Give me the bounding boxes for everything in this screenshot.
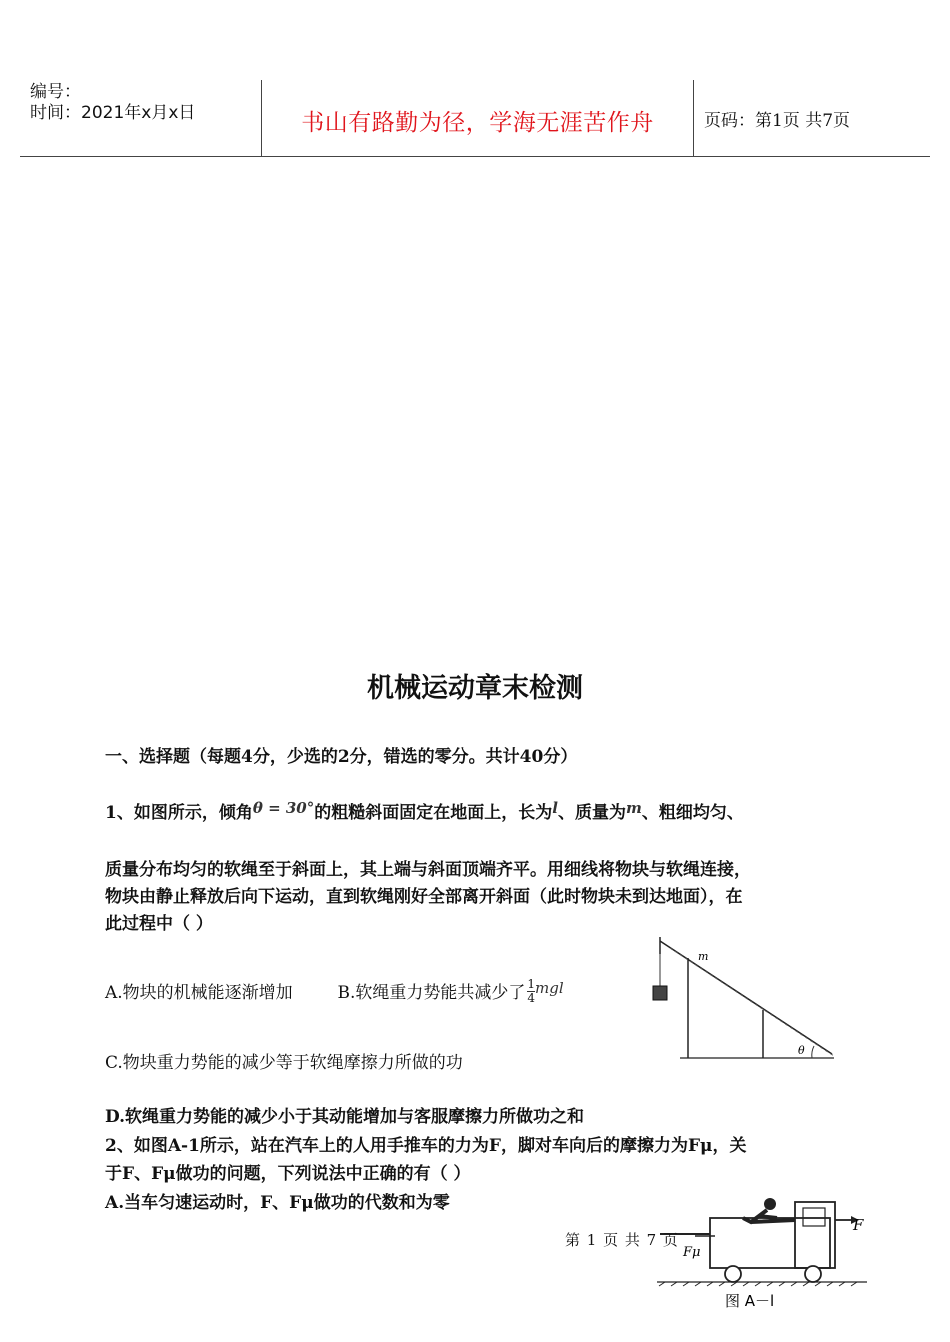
q1-text-4: 、粗细均匀、 [641,803,744,823]
fig-friction-label: Fμ [683,1245,701,1260]
page-info: 页码：第1页 共7页 [704,111,851,131]
page-footer: 第 1 页 共 7 页 [565,1231,679,1249]
header-table [20,80,930,156]
block-icon [653,986,667,1000]
question-2-line-1: 2、如图A-1所示，站在汽车上的人用手推车的力为F，脚对车向后的摩擦力为Fμ，关 [105,1136,747,1156]
person-head-icon [764,1198,776,1210]
wheel-icon [725,1266,741,1282]
theta-formula: θ = 30° [252,799,315,817]
fraction-one-quarter: $\frac{1}{4}$ [527,977,536,1005]
option-c: C.物块重力势能的减少等于软绳摩擦力所做的功 [105,1053,463,1073]
page-title: 机械运动章末检测 [367,673,583,704]
section-heading: 一、选择题（每题4分，少选的2分，错选的零分。共计40分） [105,747,578,767]
q1-text-1: 1、如图所示，倾角 [105,803,253,823]
wheel-icon [805,1266,821,1282]
fig-mass-label: m [698,950,709,963]
header-motto-cell [262,80,694,156]
incline-figure [650,936,835,1064]
question-2-line-2: 于F、Fμ做功的问题，下列说法中正确的有（ ） [105,1164,471,1184]
mgl-symbol: mgl [535,979,564,997]
fig-force-label: F [853,1216,864,1234]
header-left-cell [20,80,262,156]
time-label: 时间：2021年x月x日 [30,103,196,123]
motto: 书山有路勤为径，学海无涯苦作舟 [301,110,654,136]
fig-theta-label: θ [798,1044,805,1057]
option-d: D.软绳重力势能的减少小于其动能增加与客服摩擦力所做功之和 [105,1107,585,1127]
number-label: 编号： [30,82,81,102]
option-a: A.物块的机械能逐渐增加 [105,983,293,1003]
q1-text-2: 的粗糙斜面固定在地面上，长为 [314,803,553,823]
q1-text-3: 、质量为 [557,803,626,823]
question-1-line-4: 此过程中（ ） [105,914,213,934]
fig-caption: 图 A－l [725,1292,775,1310]
option-b: B.软绳重力势能共减少了 [337,983,526,1003]
question-2-option-a: A.当车匀速运动时，F、Fμ做功的代数和为零 [105,1193,450,1213]
question-1-options-ab [105,978,564,1005]
length-symbol: l [552,799,558,817]
mass-symbol: m [625,799,642,817]
car-figure [655,1192,870,1310]
question-1-line-2: 质量分布均匀的软绳至于斜面上，其上端与斜面顶端齐平。用细线将物块与软绳连接， [105,860,751,880]
header-rule [20,156,930,157]
question-1-line-3: 物块由静止释放后向下运动，直到软绳刚好全部离开斜面（此时物块未到达地面），在 [105,887,743,907]
question-1-line-1 [105,798,744,823]
